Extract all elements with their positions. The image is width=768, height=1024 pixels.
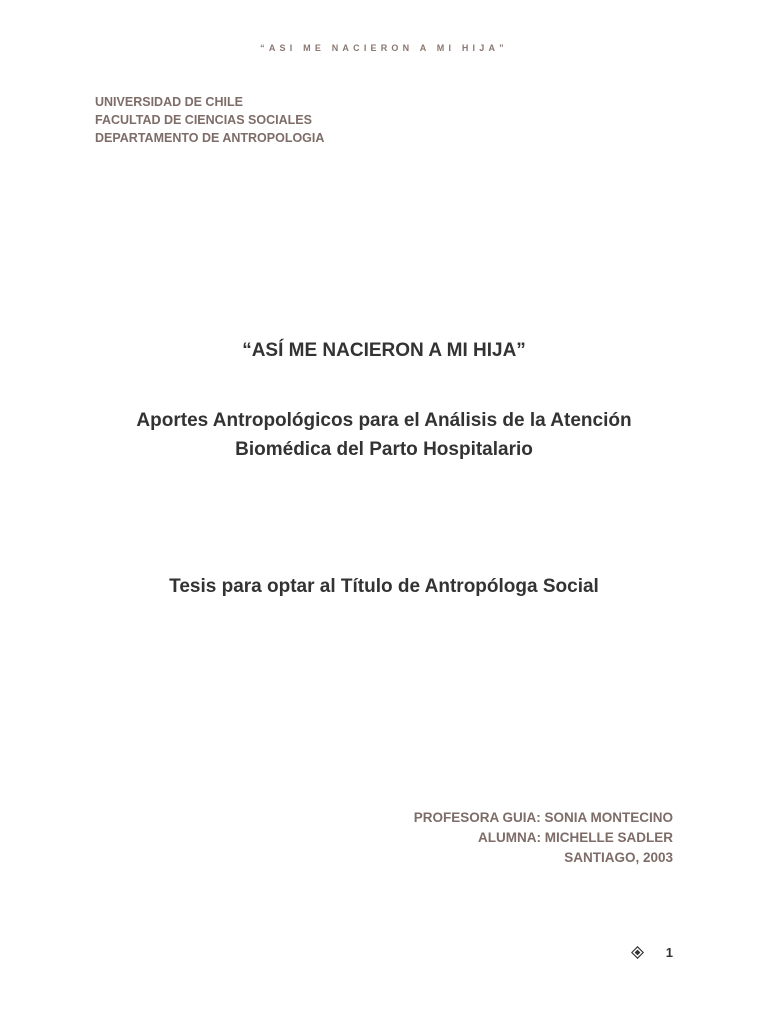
faculty-name: FACULTAD DE CIENCIAS SOCIALES xyxy=(95,113,312,127)
thesis-purpose: Tesis para optar al Título de Antropóloga Social xyxy=(169,576,599,597)
running-header: “ASI ME NACIERON A MI HIJA” xyxy=(260,43,508,53)
place-date-line: SANTIAGO, 2003 xyxy=(564,850,673,865)
page-footer xyxy=(631,945,673,960)
document-title: “ASÍ ME NACIERON A MI HIJA” xyxy=(242,340,526,361)
page-number: 1 xyxy=(665,945,673,960)
credits-block xyxy=(414,808,673,868)
document-subtitle xyxy=(84,406,684,464)
diamond-bullet-icon xyxy=(631,946,644,959)
university-name: UNIVERSIDAD DE CHILE xyxy=(95,95,243,109)
subtitle-line-1: Aportes Antropológicos para el Análisis de la Atención xyxy=(136,410,632,431)
subtitle-line-2: Biomédica del Parto Hospitalario xyxy=(235,439,533,460)
department-name: DEPARTAMENTO DE ANTROPOLOGIA xyxy=(95,131,325,145)
student-line: ALUMNA: MICHELLE SADLER xyxy=(478,830,673,845)
advisor-line: PROFESORA GUIA: SONIA MONTECINO xyxy=(413,810,673,825)
institution-block xyxy=(95,93,324,147)
